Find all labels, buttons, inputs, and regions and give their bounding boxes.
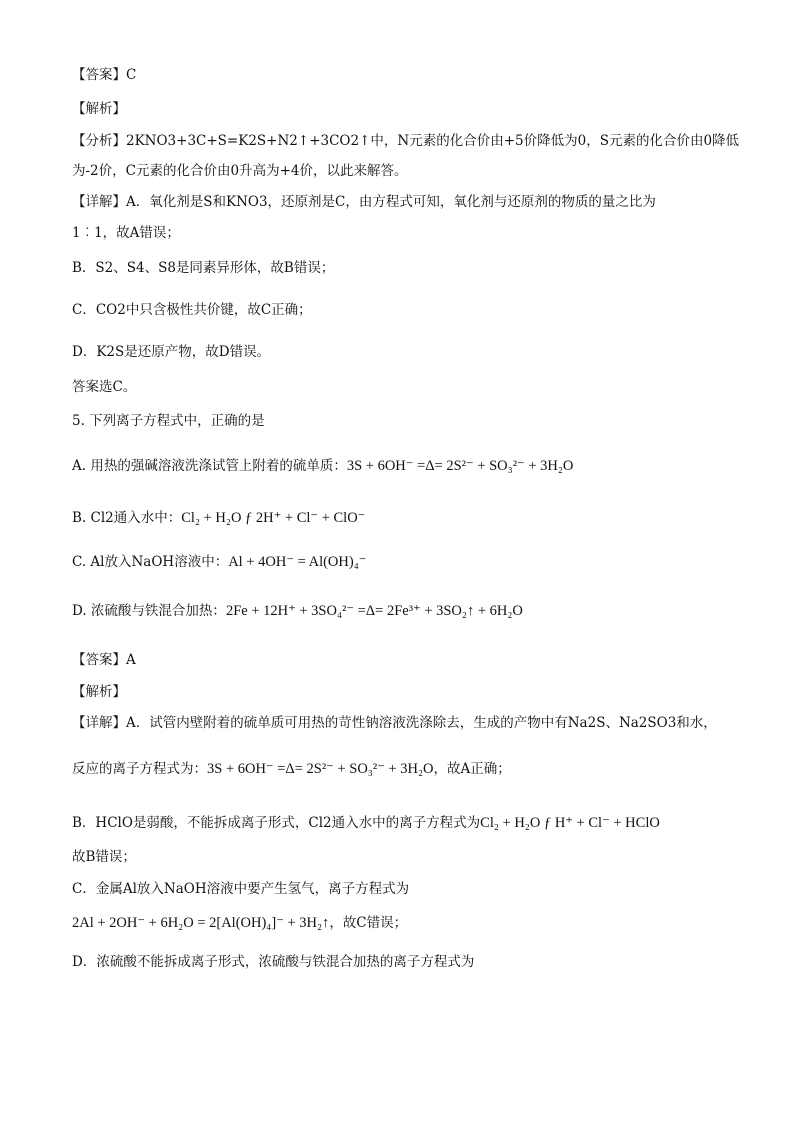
q5-detail-tag: 【详解】 xyxy=(72,715,126,731)
q5-option-c-eq: Al + 4OH⁻ = Al(OH)₄⁻ xyxy=(228,554,367,570)
q5-option-b-text: B. Cl2通入水中： xyxy=(72,510,182,526)
q5-detail-a2 xyxy=(72,760,511,778)
q4-detail-line1 xyxy=(72,193,656,211)
q5-option-a-text: A. 用热的强碱溶液洗涤试管上附着的硫单质： xyxy=(72,458,347,474)
q5-option-d-text: D. 浓硫酸与铁混合加热： xyxy=(72,603,226,619)
q5-detail-a2-eq: 3S + 6OH⁻ =Δ= 2S²⁻ + SO₃²⁻ + 3H₂O xyxy=(207,761,434,777)
q4-answer-tag: 【答案】 xyxy=(72,67,126,83)
q5-detail-c2-post: ，故C错误； xyxy=(329,915,408,931)
q5-option-b xyxy=(72,509,365,527)
q5-answer-line xyxy=(72,651,136,669)
q4-fenxi-eq: 2KNO3+3C+S=K2S+N2↑+3CO2↑ xyxy=(126,133,371,149)
q4-fenxi-text2: 为-2价，C元素的化合价由0升高为+4价，以此来解答。 xyxy=(72,163,408,179)
q4-detail-text1: A．氧化剂是S和KNO3，还原剂是C，由方程式可知，氧化剂与还原剂的物质的量之比为 xyxy=(126,194,656,210)
q5-option-a xyxy=(72,457,573,475)
q5-analysis-tag: 【解析】 xyxy=(72,684,126,700)
q4-answer-line xyxy=(72,66,136,84)
q5-answer-tag: 【答案】 xyxy=(72,652,126,668)
q4-fenxi-text1: 中，N元素的化合价由+5价降低为0，S元素的化合价由0降低 xyxy=(370,133,740,149)
q5-option-d-eq: 2Fe + 12H⁺ + 3SO₄²⁻ =Δ= 2Fe³⁺ + 3SO₂↑ + 6H₂O xyxy=(225,603,523,619)
q5-detail-d1: D．浓硫酸不能拆成离子形式，浓硫酸与铁混合加热的离子方程式为 xyxy=(72,954,475,970)
q4-choose: 答案选C。 xyxy=(72,379,137,395)
q5-detail-c2 xyxy=(72,914,407,932)
q4-detail-text2: 1︰1，故A错误； xyxy=(72,225,180,241)
q5-option-c xyxy=(72,553,366,571)
q5-answer-value: A xyxy=(126,652,136,668)
q5-option-d xyxy=(72,602,523,620)
q4-d-line: D．K2S是还原产物，故D错误。 xyxy=(72,344,271,360)
q5-detail-b1-pre: B．HClO是弱酸，不能拆成离子形式，Cl2通入水中的离子方程式为 xyxy=(72,815,481,831)
q5-detail-b2: 故B错误； xyxy=(72,849,136,865)
q4-c-line: C．CO2中只含极性共价键，故C正确； xyxy=(72,302,312,318)
q5-option-c-text: C. Al放入NaOH溶液中： xyxy=(72,554,229,570)
q5-option-a-eq: 3S + 6OH⁻ =Δ= 2S²⁻ + SO₃²⁻ + 3H₂O xyxy=(346,458,574,474)
q5-detail-b1 xyxy=(72,814,660,832)
q5-detail-a2-post: ，故A正确； xyxy=(433,761,511,777)
q5-detail-a2-pre: 反应的离子方程式为： xyxy=(72,761,207,777)
q5-detail-c2-eq: 2Al + 2OH⁻ + 6H₂O = 2[Al(OH)₄]⁻ + 3H₂↑ xyxy=(72,915,330,931)
q4-detail-tag: 【详解】 xyxy=(72,194,126,210)
q5-detail-a1 xyxy=(72,714,717,732)
q5-stem: 5. 下列离子方程式中，正确的是 xyxy=(72,413,265,429)
q4-analysis-tag: 【解析】 xyxy=(72,101,126,117)
q4-b-line: B．S2、S4、S8是同素异形体，故B错误； xyxy=(72,260,335,276)
q5-detail-a1-text: A．试管内壁附着的硫单质可用热的苛性钠溶液洗涤除去，生成的产物中有Na2S、Na2SO3和水， xyxy=(126,715,717,731)
q4-fenxi-line1 xyxy=(72,132,739,150)
q5-option-b-eq: Cl₂ + H₂O ƒ 2H⁺ + Cl⁻ + ClO⁻ xyxy=(181,510,366,526)
q5-detail-b1-eq: Cl₂ + H₂O ƒ H⁺ + Cl⁻ + HClO xyxy=(480,815,660,831)
q4-answer-value: C xyxy=(126,67,137,83)
q5-detail-c1: C．金属Al放入NaOH溶液中要产生氢气，离子方程式为 xyxy=(72,881,410,897)
q4-fenxi-tag: 【分析】 xyxy=(72,133,126,149)
